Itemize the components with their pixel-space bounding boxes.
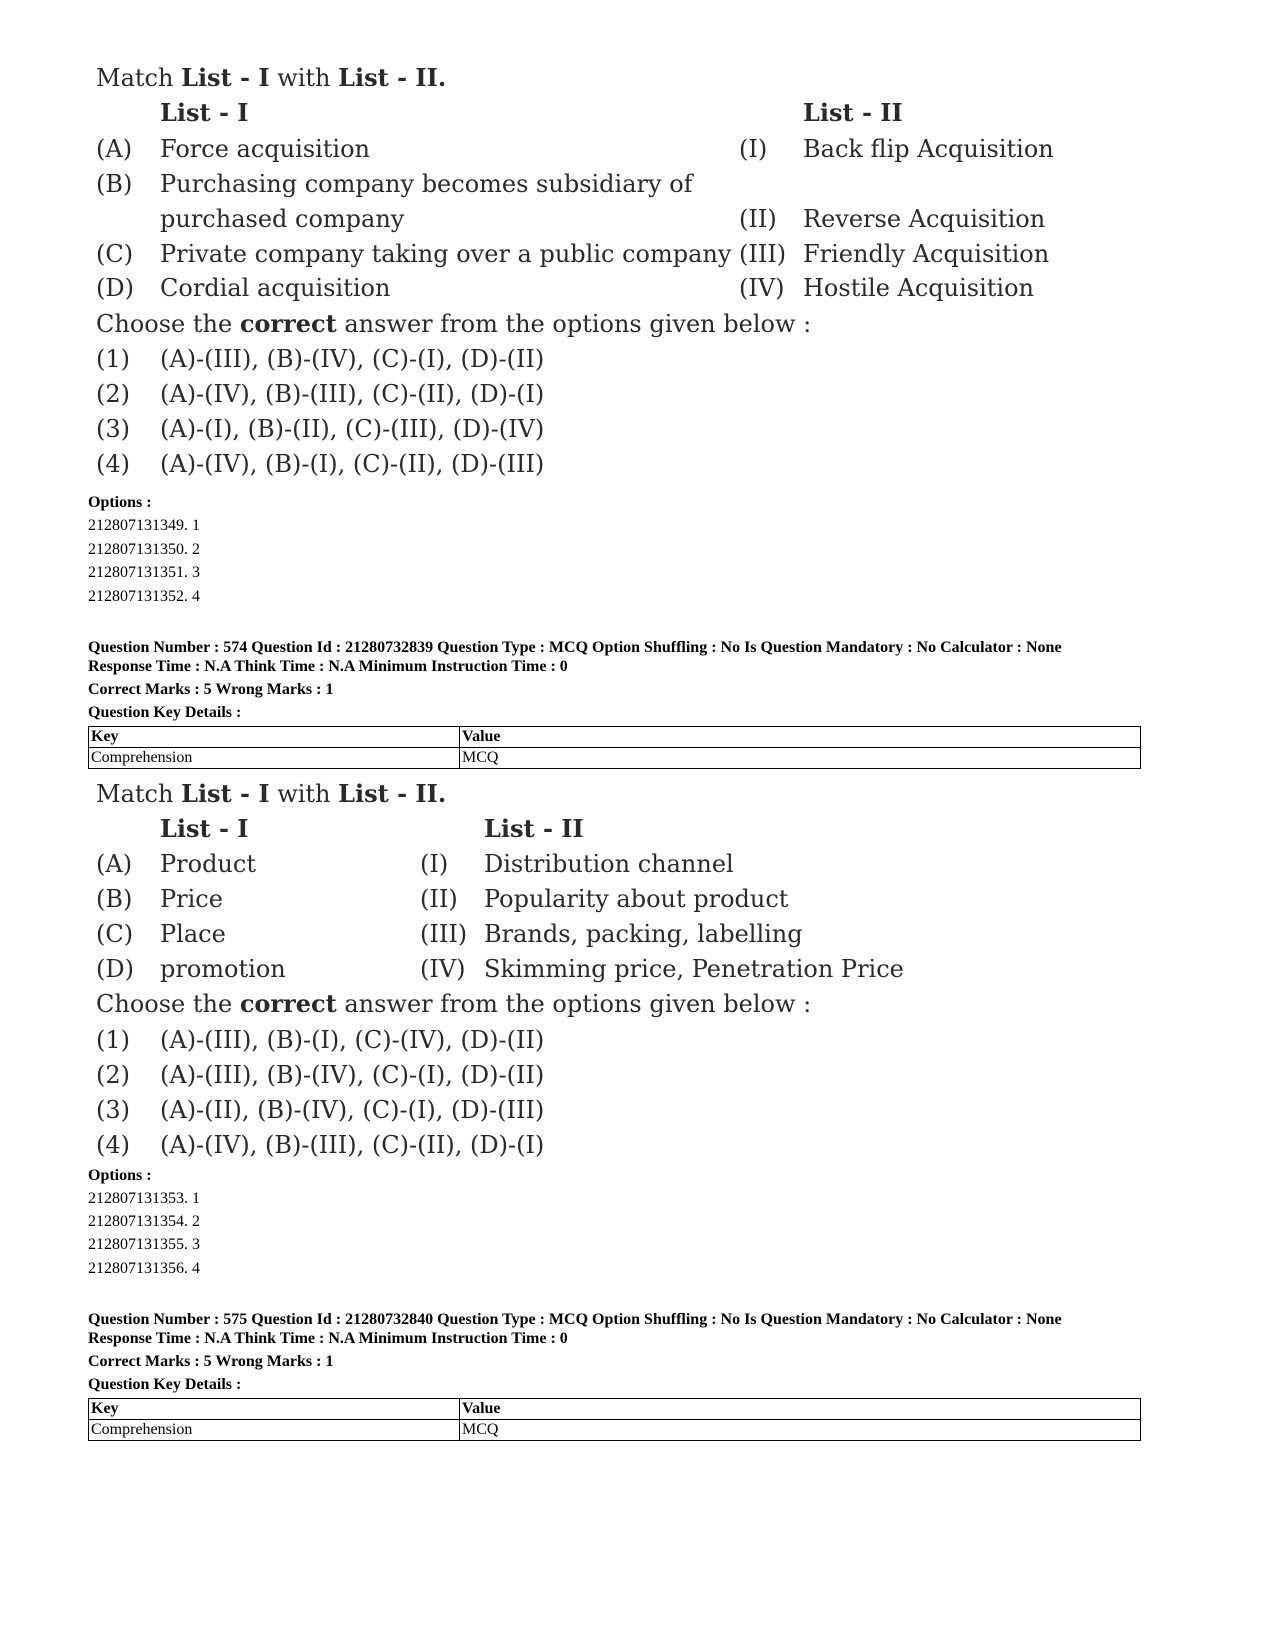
list1-label: (D) [96, 955, 134, 983]
list1-text: Cordial acquisition [160, 274, 391, 302]
answer-text: (A)-(II), (B)-(IV), (C)-(I), (D)-(III) [160, 1096, 545, 1124]
answer-number: (4) [96, 450, 130, 478]
table-header-value: Value [460, 1399, 1141, 1420]
answer-number: (3) [96, 415, 130, 443]
key-details-table [88, 726, 1141, 769]
option-item: 212807131355. 3 [88, 1236, 200, 1253]
option-item: 212807131352. 4 [88, 588, 200, 605]
list1-text: Price [160, 885, 223, 913]
list2-label: (II) [739, 205, 777, 233]
list1-label: (A) [96, 850, 133, 878]
list2-label: (I) [420, 850, 449, 878]
list1-label: (D) [96, 274, 134, 302]
table-row [89, 1420, 1141, 1441]
answer-text: (A)-(III), (B)-(I), (C)-(IV), (D)-(II) [160, 1026, 545, 1054]
list1-title: List - I [160, 814, 249, 843]
answer-text: (A)-(IV), (B)-(III), (C)-(II), (D)-(I) [160, 380, 545, 408]
list2-text: Friendly Acquisition [803, 240, 1050, 268]
list1-text: promotion [160, 955, 286, 983]
answer-number: (1) [96, 345, 130, 373]
answer-number: (2) [96, 1061, 130, 1089]
list2-text: Skimming price, Penetration Price [484, 955, 904, 983]
list2-text: Distribution channel [484, 850, 734, 878]
table-cell-value: MCQ [460, 748, 1141, 769]
key-details-label: Question Key Details : [88, 704, 242, 721]
answer-number: (4) [96, 1131, 130, 1159]
list2-text: Hostile Acquisition [803, 274, 1035, 302]
table-header-key: Key [89, 1399, 460, 1420]
list1-text: Purchasing company becomes subsidiary of [160, 170, 693, 198]
list2-title: List - II [803, 98, 903, 127]
question-marks: Correct Marks : 5 Wrong Marks : 1 [88, 681, 334, 698]
table-header-key: Key [89, 727, 460, 748]
list1-label: (B) [96, 885, 133, 913]
table-cell-key: Comprehension [89, 748, 460, 769]
table-cell-value: MCQ [460, 1420, 1141, 1441]
list2-text: Popularity about product [484, 885, 789, 913]
option-item: 212807131351. 3 [88, 564, 200, 581]
list1-label: (C) [96, 240, 134, 268]
table-row [89, 727, 1141, 748]
answer-text: (A)-(I), (B)-(II), (C)-(III), (D)-(IV) [160, 415, 545, 443]
list1-label: (B) [96, 170, 133, 198]
question-marks: Correct Marks : 5 Wrong Marks : 1 [88, 1353, 334, 1370]
match-heading: Match List - I with List - II. [96, 63, 447, 92]
options-label: Options : [88, 494, 152, 511]
choose-instruction: Choose the correct answer from the options given below : [96, 309, 812, 338]
list2-title: List - II [484, 814, 584, 843]
answer-number: (1) [96, 1026, 130, 1054]
list1-label: (C) [96, 920, 134, 948]
question-meta: Question Number : 575 Question Id : 21280732840 Question Type : MCQ Option Shuffling : No Is Question Mandatory : No Calculator : None [88, 1311, 1062, 1328]
table-cell-key: Comprehension [89, 1420, 460, 1441]
list2-label: (I) [739, 135, 768, 163]
option-item: 212807131350. 2 [88, 541, 200, 558]
list2-text: Reverse Acquisition [803, 205, 1046, 233]
list2-label: (IV) [739, 274, 785, 302]
answer-text: (A)-(III), (B)-(IV), (C)-(I), (D)-(II) [160, 1061, 545, 1089]
option-item: 212807131349. 1 [88, 517, 200, 534]
table-row [89, 748, 1141, 769]
list2-label: (III) [420, 920, 468, 948]
list1-text: Product [160, 850, 256, 878]
answer-number: (2) [96, 380, 130, 408]
answer-text: (A)-(IV), (B)-(I), (C)-(II), (D)-(III) [160, 450, 545, 478]
match-heading: Match List - I with List - II. [96, 779, 447, 808]
key-details-label: Question Key Details : [88, 1376, 242, 1393]
list1-title: List - I [160, 98, 249, 127]
choose-instruction: Choose the correct answer from the options given below : [96, 989, 812, 1018]
table-header-value: Value [460, 727, 1141, 748]
answer-number: (3) [96, 1096, 130, 1124]
list2-label: (IV) [420, 955, 466, 983]
question-meta: Question Number : 574 Question Id : 21280732839 Question Type : MCQ Option Shuffling : No Is Question Mandatory : No Calculator : None [88, 639, 1062, 656]
list1-text: Private company taking over a public company [160, 240, 732, 268]
answer-text: (A)-(III), (B)-(IV), (C)-(I), (D)-(II) [160, 345, 545, 373]
list1-text: Force acquisition [160, 135, 370, 163]
answer-text: (A)-(IV), (B)-(III), (C)-(II), (D)-(I) [160, 1131, 545, 1159]
option-item: 212807131354. 2 [88, 1213, 200, 1230]
options-label: Options : [88, 1167, 152, 1184]
list2-text: Brands, packing, labelling [484, 920, 803, 948]
table-row [89, 1399, 1141, 1420]
option-item: 212807131356. 4 [88, 1260, 200, 1277]
list2-label: (III) [739, 240, 787, 268]
list2-label: (II) [420, 885, 458, 913]
list1-text: Place [160, 920, 226, 948]
question-meta-timing: Response Time : N.A Think Time : N.A Minimum Instruction Time : 0 [88, 1330, 568, 1347]
list2-text: Back flip Acquisition [803, 135, 1054, 163]
question-meta-timing: Response Time : N.A Think Time : N.A Minimum Instruction Time : 0 [88, 658, 568, 675]
key-details-table [88, 1398, 1141, 1441]
list1-label: (A) [96, 135, 133, 163]
list1-text-cont: purchased company [160, 205, 405, 233]
option-item: 212807131353. 1 [88, 1190, 200, 1207]
